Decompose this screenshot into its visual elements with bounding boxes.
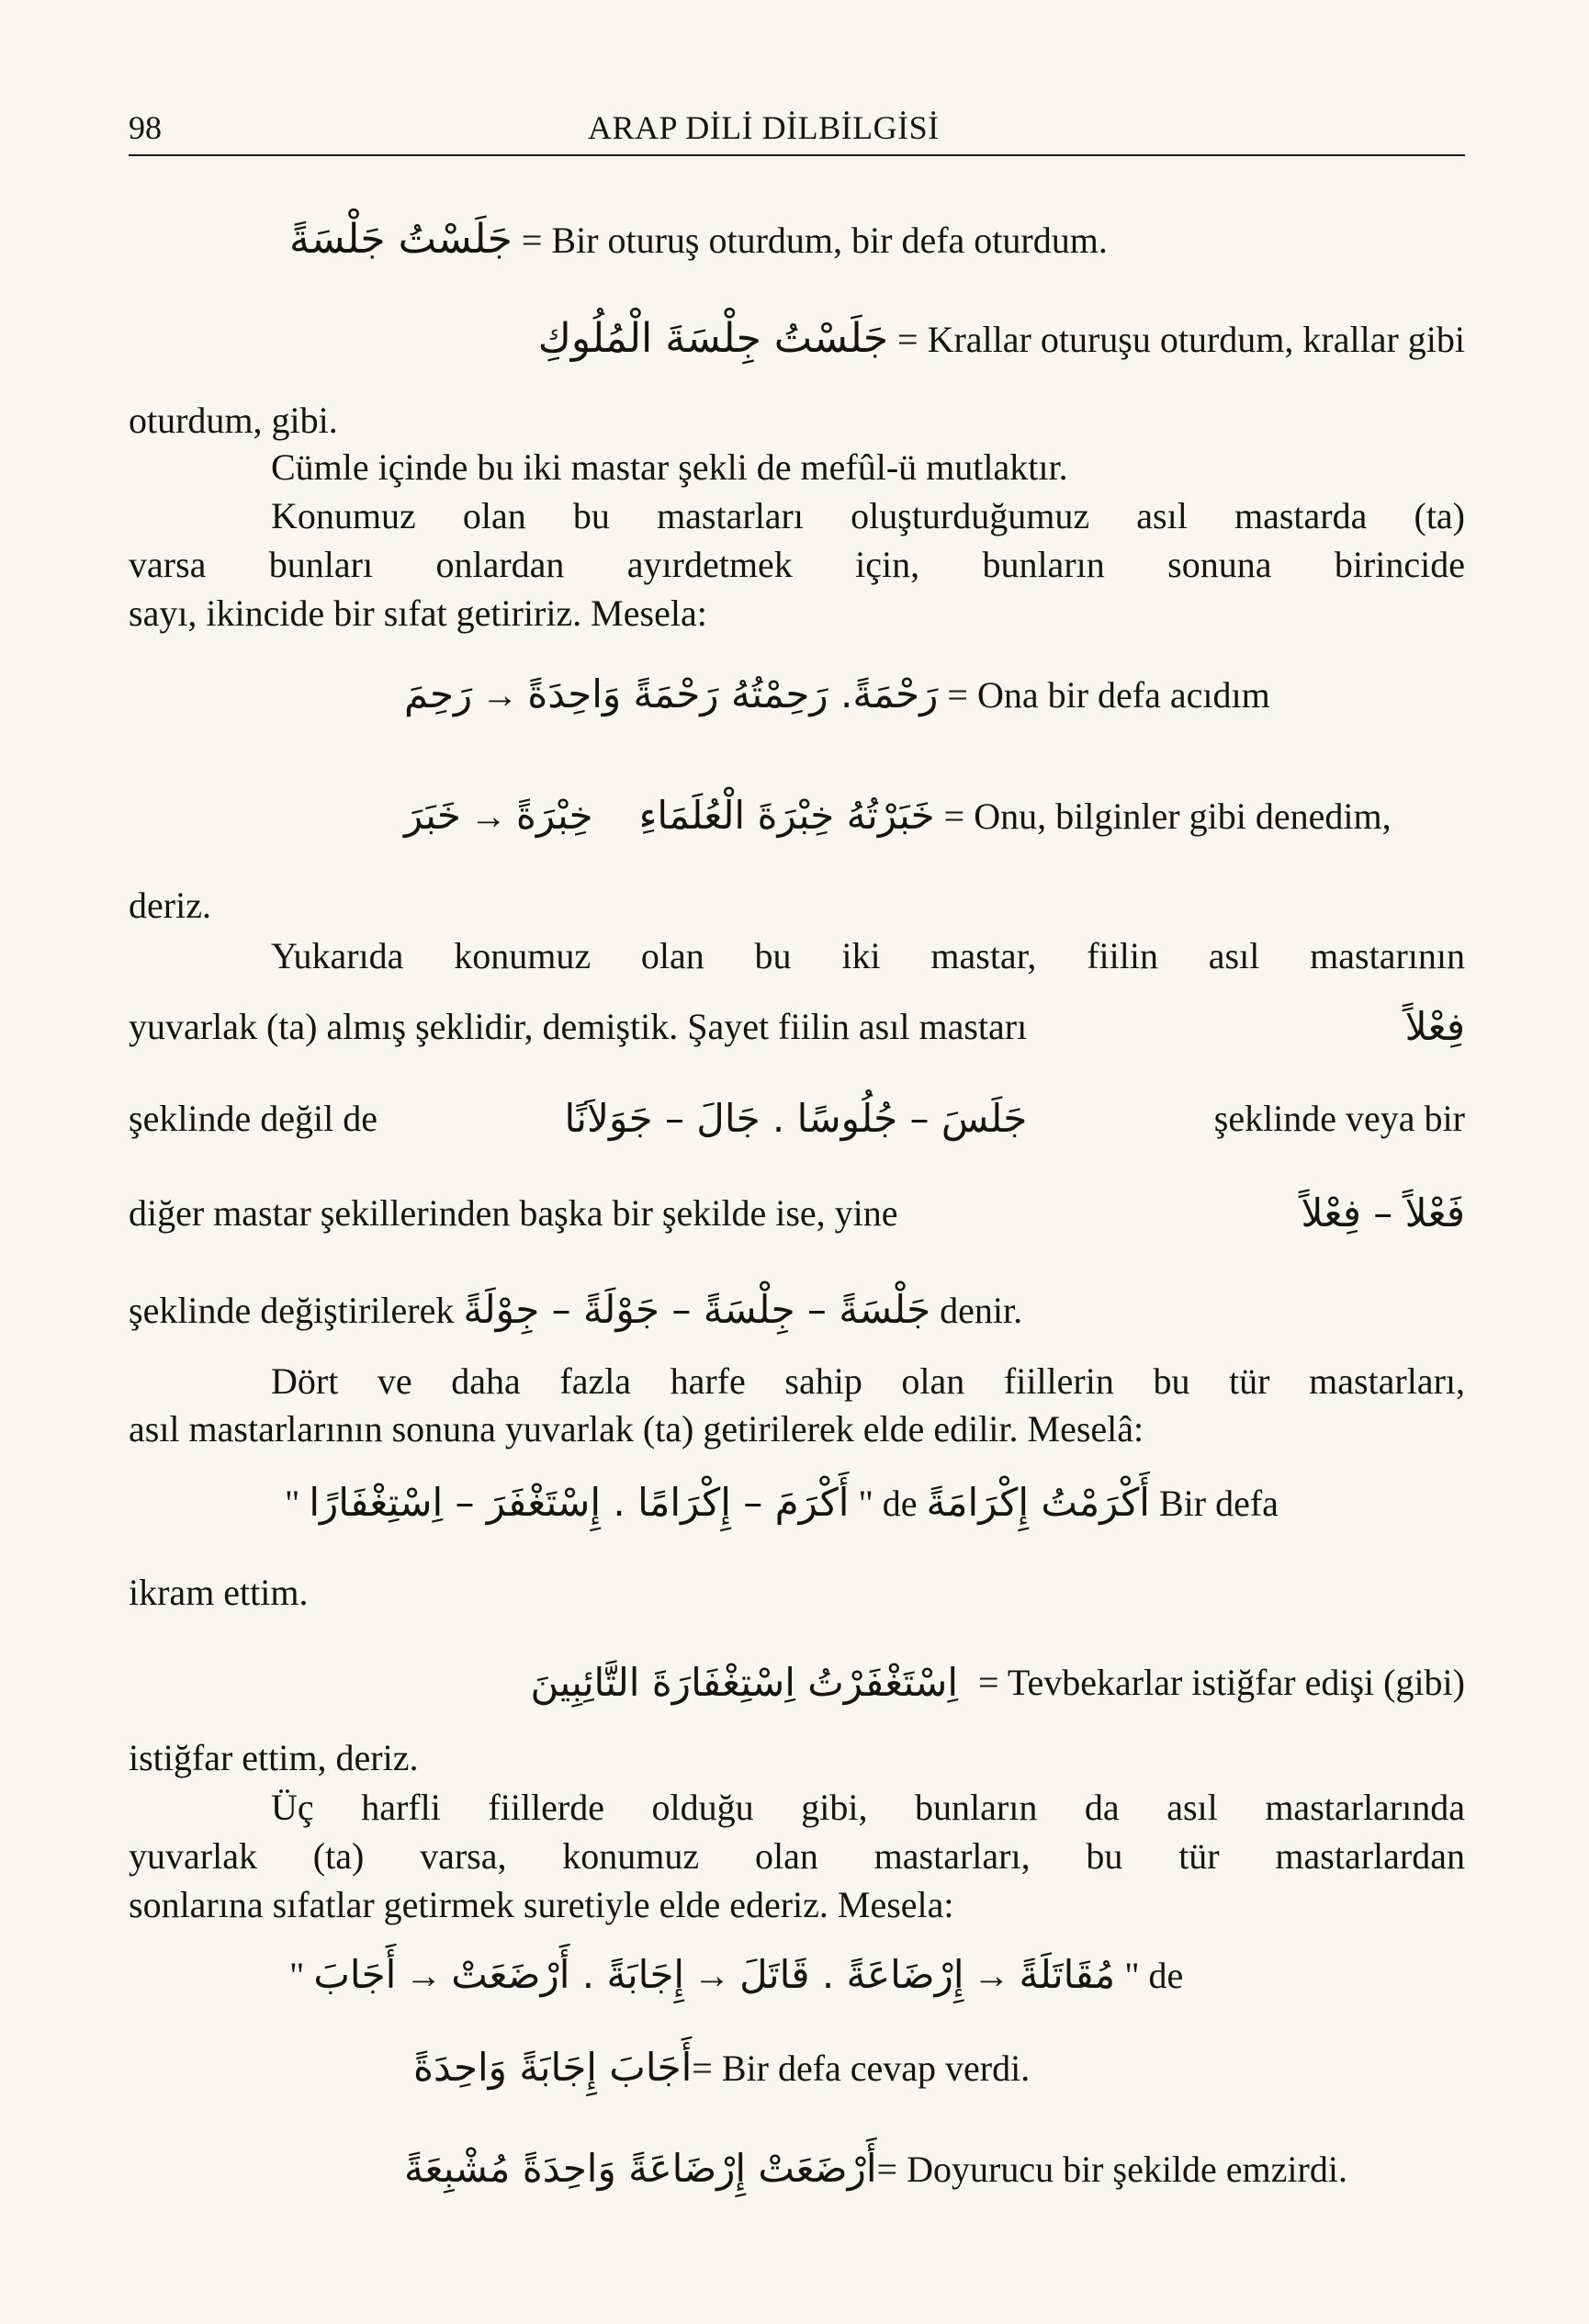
paragraph-line: ikram ettim.: [129, 1572, 309, 1613]
example-line-1: [129, 216, 1465, 265]
arabic-text: خِبْرَةً: [515, 793, 593, 838]
arrow-icon: →: [405, 1955, 443, 1996]
example-line-ikram: [129, 1479, 1465, 1528]
arabic-text: فَعْلاً – فِعْلاً: [1301, 1190, 1465, 1235]
running-title: ARAP DİLİ DİLBİLGİSİ: [588, 109, 940, 146]
translation-text: = Tevbekarlar istiğfar edişi (gibi): [978, 1662, 1465, 1703]
arabic-text: خَبَرْتُهُ خِبْرَةَ الْعُلَمَاءِ: [638, 793, 935, 838]
paragraph-line: asıl mastarlarının sonuna yuvarlak (ta) getirilerek elde edilir. Meselâ:: [129, 1408, 1144, 1450]
example-line-istigfar: [129, 1659, 1465, 1707]
arabic-text: أَكْرَمْتُ إِكْرَامَةً: [926, 1480, 1150, 1525]
arabic-text: إِرْضَاعَةً . قَاتَلَ: [739, 1952, 964, 1997]
paragraph-text: şeklinde değiştirilerek: [129, 1290, 455, 1331]
arabic-text: رَحْمَةً. رَحِمْتُهُ رَحْمَةً وَاحِدَةً: [527, 671, 939, 716]
paragraph-line: yuvarlak (ta) varsa, konumuz olan mastarları, bu tür mastarlardan: [129, 1835, 1465, 1877]
paragraph-line-mixed: [129, 1095, 1465, 1143]
paragraph-line: Dört ve daha fazla harfe sahip olan fiillerin bu tür mastarları,: [271, 1360, 1465, 1402]
page-header: [129, 108, 1465, 156]
translation-text: = Ona bir defa acıdım: [947, 674, 1270, 716]
example-line-rahme: [129, 671, 1465, 719]
paragraph-text: " de: [858, 1483, 918, 1524]
paragraph-text: şeklinde veya bir: [1213, 1098, 1465, 1139]
arabic-text: إِجَابَةً . أَرْضَعَتْ: [451, 1952, 685, 1997]
arabic-text: جَلَسْتُ جَلْسَةً: [289, 216, 513, 263]
arabic-text: أَجَابَ: [313, 1952, 397, 1997]
arabic-text: جَلَسَ – جُلُوسًا . جَالَ – جَوَلاَنًا: [564, 1096, 1028, 1141]
paragraph-line-mixed: [129, 1190, 1465, 1237]
paragraph-line: varsa bunları onlardan ayırdetmek için, bunların sonuna birincide: [129, 544, 1465, 585]
arabic-text: خَبَرَ: [404, 793, 461, 838]
paragraph-text: denir.: [940, 1290, 1023, 1331]
translation-text: = Krallar oturuşu oturdum, krallar gibi: [897, 319, 1465, 360]
paragraph-line: istiğfar ettim, deriz.: [129, 1737, 419, 1778]
paragraph-line: sayı, ikincide bir sıfat getiririz. Mesela:: [129, 592, 707, 634]
arabic-text: فِعْلاً: [1404, 1004, 1465, 1049]
quote-mark: ": [285, 1483, 300, 1524]
paragraph-line: Üç harfli fiillerde olduğu gibi, bunların da asıl mastarlarında: [271, 1787, 1465, 1828]
arabic-text: جَلَسْتُ جِلْسَةَ الْمُلُوكِ: [537, 315, 889, 362]
paragraph-text: şeklinde değil de: [129, 1098, 378, 1139]
paragraph-line-mixed: [129, 1286, 1465, 1335]
page-number: 98: [129, 109, 162, 146]
translation-text: Bir defa: [1158, 1483, 1279, 1524]
arrow-icon: →: [693, 1955, 731, 1996]
translation-text: = Doyurucu bir şekilde emzirdi.: [876, 2149, 1347, 2190]
paragraph-line: Yukarıda konumuz olan bu iki mastar, fiilin asıl mastarının: [271, 935, 1465, 976]
arabic-text: أَجَابَ إِجَابَةً وَاحِدَةً: [413, 2045, 693, 2090]
arabic-text: أَكْرَمَ – إِكْرَامًا . إِسْتَغْفَرَ – اِسْتِغْفَارًا: [309, 1480, 850, 1525]
example-line-cevap: [129, 2044, 1465, 2093]
paragraph-line-mixed: [129, 1003, 1465, 1051]
paragraph-text: " de: [1124, 1955, 1184, 1996]
paragraph-text: diğer mastar şekillerinden başka bir şekilde ise, yine: [129, 1192, 898, 1234]
arabic-text: مُقَاتَلَةً: [1019, 1952, 1116, 1997]
translation-text: = Bir oturuş oturdum, bir defa oturdum.: [521, 220, 1108, 261]
example-line-icabe: [129, 1951, 1465, 2000]
example-line-2: [129, 315, 1465, 364]
paragraph-line: oturdum, gibi.: [129, 400, 338, 441]
paragraph-text: yuvarlak (ta) almış şeklidir, demiştik. Şayet fiilin asıl mastarı: [129, 1006, 1028, 1047]
arabic-text: جَلْسَةً – جِلْسَةً – جَوْلَةً – جِوْلَةً: [463, 1287, 931, 1332]
paragraph-line: Konumuz olan bu mastarları oluşturduğumuz asıl mastarda (ta): [271, 495, 1465, 536]
arrow-icon: →: [973, 1955, 1010, 1996]
example-line-emzirdi: [129, 2145, 1465, 2194]
arrow-icon: →: [469, 795, 507, 837]
paragraph-line: Cümle içinde bu iki mastar şekli de mefûl-ü mutlaktır.: [271, 446, 1068, 488]
translation-text: = Bir defa cevap verdi.: [692, 2048, 1031, 2089]
example-line-hibre: [129, 792, 1465, 840]
quote-mark: ": [289, 1955, 305, 1996]
translation-text: = Onu, bilginler gibi denedim,: [943, 795, 1392, 837]
arabic-text: اِسْتَغْفَرْتُ اِسْتِغْفَارَةَ التَّائِبِينَ: [530, 1660, 959, 1705]
arrow-icon: →: [481, 674, 519, 716]
paragraph-line: deriz.: [129, 885, 211, 926]
arabic-text: رَحِمَ: [404, 671, 473, 716]
arabic-text: أَرْضَعَتْ إِرْضَاعَةً وَاحِدَةً مُشْبِعَةً: [404, 2146, 877, 2191]
paragraph-line: sonlarına sıfatlar getirmek suretiyle elde ederiz. Mesela:: [129, 1884, 954, 1925]
